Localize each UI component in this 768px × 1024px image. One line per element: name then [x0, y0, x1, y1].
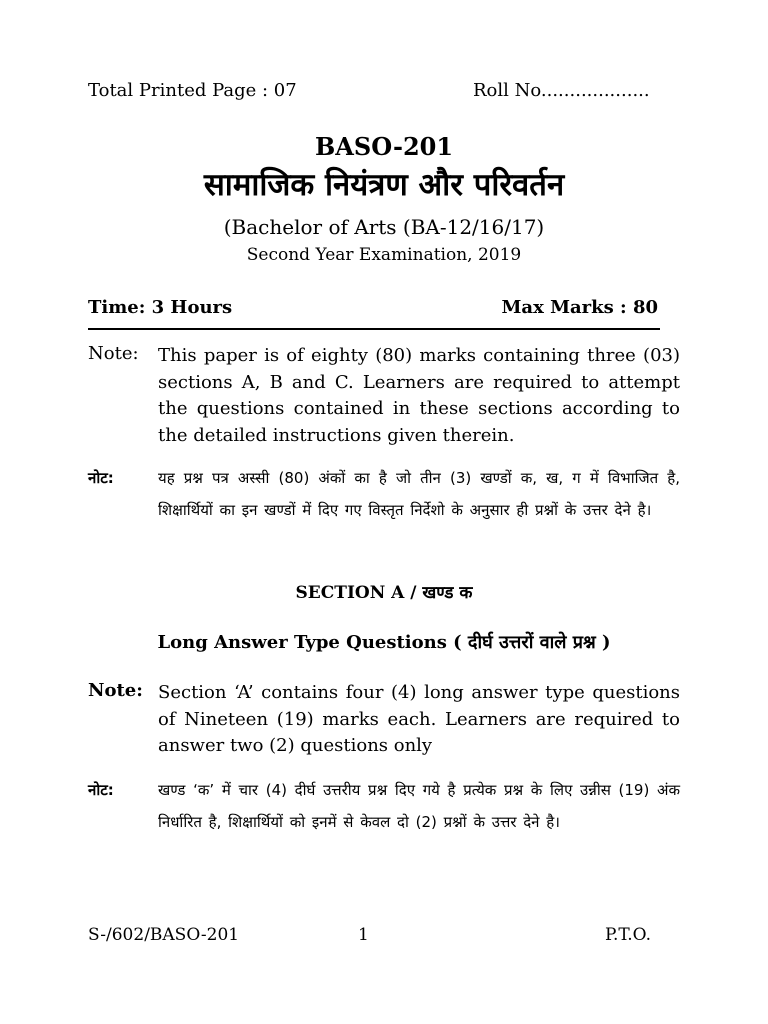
roll-number: Roll No...................: [473, 80, 650, 101]
please-turn-over: P.T.O.: [605, 925, 651, 945]
course-title-hindi: सामाजिक नियंत्रण और परिवर्तन: [203, 167, 565, 203]
total-printed-pages: Total Printed Page : 07: [88, 80, 297, 101]
section-note-text-hindi: खण्ड ‘क’ में चार (4) दीर्घ उत्तरीय प्रश्न दिए गये है प्रत्येक प्रश्न के लिए उन्नीस (19) अंक निर्धारित है, शिक्षार्थियों को इनमें से केवल दो (2) प्रश्नों के उत्तर देने है।: [158, 781, 680, 831]
exam-line: Second Year Examination, 2019: [246, 245, 522, 265]
degree-line: (Bachelor of Arts (BA-12/16/17): [223, 215, 545, 239]
note-label: Note:: [88, 343, 139, 364]
note-text-hindi: यह प्रश्न पत्र अस्सी (80) अंकों का है जो तीन (3) खण्डों क, ख, ग में विभाजित है, शिक्षार्थियों का इन खण्डों में दिए गए विस्तृत निर्देशो के अनुसार ही प्रश्नों के उत्तर देने है।: [158, 469, 680, 519]
section-heading: SECTION A / खण्ड क: [295, 583, 473, 603]
section-subheading: Long Answer Type Questions ( दीर्घ उत्तरों वाले प्रश्न ): [157, 632, 611, 653]
note-label-hindi: नोट:: [88, 469, 114, 487]
footer-code: S-/602/BASO-201: [88, 925, 240, 945]
section-note-label-hindi: नोट:: [88, 781, 114, 799]
note-text: This paper is of eighty (80) marks containing three (03) sections A, B and C. Learners are required to attempt the questions contained in these sections according to the detailed instructions given therein.: [158, 345, 680, 446]
max-marks: Max Marks : 80: [501, 297, 658, 318]
page-number: 1: [358, 925, 369, 945]
time-allowed: Time: 3 Hours: [88, 297, 233, 318]
section-note-text: Section ‘A’ contains four (4) long answer type questions of Nineteen (19) marks each. Learners are required to answer two (2) questions only: [158, 682, 680, 756]
section-note-label: Note:: [88, 680, 143, 701]
course-code: BASO-201: [314, 132, 454, 161]
header-divider: [88, 328, 660, 330]
